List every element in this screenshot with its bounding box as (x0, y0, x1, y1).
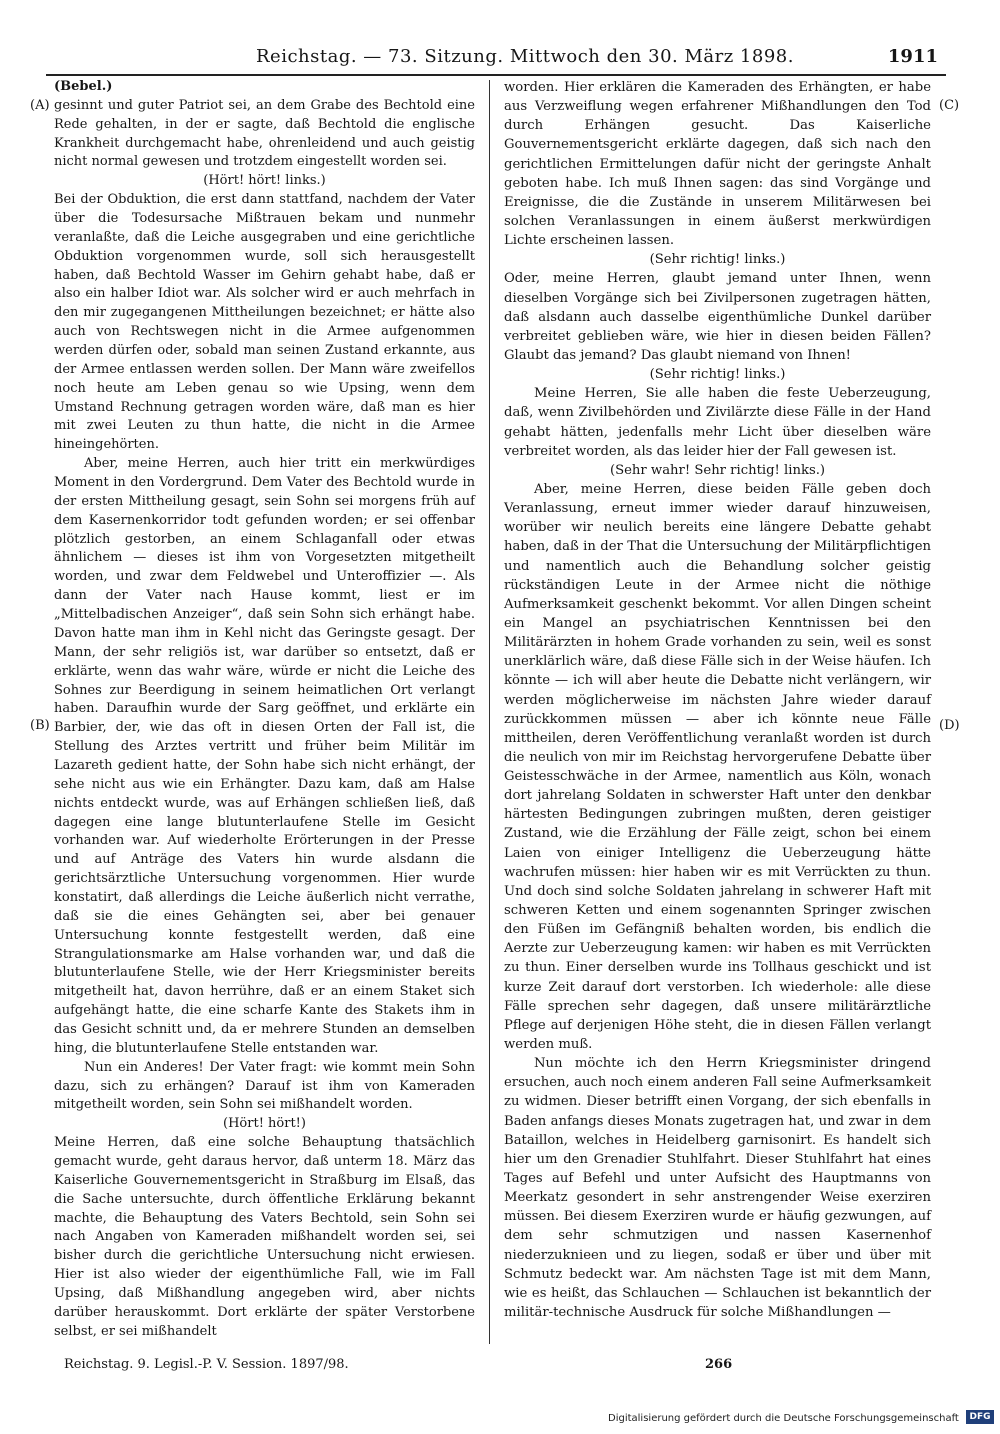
margin-marker-d: (D) (939, 718, 960, 733)
interjection: (Sehr richtig! links.) (649, 252, 786, 268)
paragraph: Meine Herren, Sie alle haben die feste Ueberzeugung, daß, wenn Zivilbehörden und Zivilärzte diese Fälle in der Hand gehabt hätten, jedenfalls mehr Licht über dieselben wäre verbreitet worden, als das leider hier der Fall gewesen ist. (504, 386, 931, 459)
digitization-credit: Digitalisierung gefördert durch die Deutsche Forschungsgemeinschaft (608, 1413, 959, 1424)
header-title: Reichstag. — 73. Sitzung. Mittwoch den 30. März 1898. (256, 46, 794, 67)
margin-marker-b: (B) (30, 718, 50, 733)
paragraph: Nun möchte ich den Herrn Kriegsminister dringend ersuchen, auch noch einem anderen Fall seine Aufmerksamkeit zu widmen. Dieser betrifft einen Vorgang, der sich ebenfalls in Baden anfangs dieses Monats zugetragen hat, und zwar in dem Bataillon, welches in Heidelberg garnisonirt. Es handelt sich hier um den Grenadier Stuhlfahrt. Dieser Stuhlfahrt hat eines Tages auf Befehl und unter Aufsicht des Hauptmanns von Meerkatz gesondert in sehr anstrengender Weise exerziren müssen. Bei diesem Exerziren wurde er häufig gezwungen, auf dem sehr schmutzigen und nassen Kasernenhof niederzuknieen und zu liegen, sodaß er über und über mit Schmutz bedeckt war. Am nächsten Tage ist mit dem Mann, wie es heißt, das Schlauchen — Schlauchen ist bekanntlich der militär-technische Ausdruck für solche Mißhandlungen — (504, 1056, 931, 1320)
left-column (54, 78, 475, 1342)
interjection: (Hört! hört!) (223, 1116, 306, 1132)
paragraph: Meine Herren, daß eine solche Behauptung thatsächlich gemacht wurde, geht daraus hervor, daß unterm 18. März das Kaiserliche Gouvernementsgericht in Straßburg im Elsaß, das die Sache untersuchte, durch öffentliche Erklärung bekannt machte, die Behauptung des Vaters Bechtold, sein Sohn sei nach Angaben von Kameraden mißhandelt worden sei, sei bisher durch die gerichtliche Untersuchung nicht erwiesen. Hier ist also wieder der eigenthümliche Fall, wie im Fall Upsing, daß Mißhandlung angegeben wird, aber nichts darüber herauskommt. Dort erklärte der später Verstorbene selbst, er sei mißhandelt (54, 1135, 475, 1339)
interjection: (Sehr richtig! links.) (649, 367, 786, 383)
paragraph: Nun ein Anderes! Der Vater fragt: wie kommt mein Sohn dazu, sich zu erhängen? Darauf ist ihm von Kameraden mitgetheilt worden, sein Sohn sei mißhandelt worden. (54, 1059, 475, 1113)
page-header (46, 42, 946, 76)
speaker-label: (Bebel.) (54, 79, 113, 94)
column-divider (489, 80, 490, 1344)
paragraph: Aber, meine Herren, diese beiden Fälle geben doch Veranlassung, erneut immer wieder darauf hinzuweisen, worüber wir neulich bereits eine längere Debatte gehabt haben, daß in der That die Untersuchung der Militärpflichtigen und namentlich auch die Behandlung solcher geistig rückständigen Leute in der Armee nicht die nöthige Aufmerksamkeit geschenkt bekommt. Vor allen Dingen scheint ein Mangel an psychiatrischen Kenntnissen bei den Militärärzten in hohem Grade vorhanden zu sein, weil es sonst unerklärlich wäre, daß diese Fälle sich in der Weise häufen. Ich könnte — ich will aber heute die Debatte nicht verlängern, wir werden möglicherweise im nächsten Jahre wieder darauf zurückkommen müssen — aber ich könnte neue Fälle mittheilen, deren Veröffentlichung veranlaßt worden ist durch die neulich von mir im Reichstag hervorgerufene Debatte über Geistesschwäche in der Armee, namentlich aus Köln, wonach dort jahrelang Soldaten in schwerster Haft unter den denkbar härtesten Bedingungen zubringen mußten, deren geistiger Zustand, wie die Erzählung der Fälle zeigt, schon bei einem Laien von einiger Intelligenz die Ueberzeugung hätte wachrufen müssen: hier haben wir es mit Verrückten zu thun. Und doch sind solche Soldaten jahrelang in schwerer Haft mit schweren Ketten und einem sogenannten Springer zwischen den Füßen im Gefängniß behalten worden, bis endlich die Aerzte zur Ueberzeugung kamen: wir haben es mit Verrückten zu thun. Einer derselben wurde ins Tollhaus geschickt und ist kurze Zeit darauf dort verstorben. Ich wiederhole: alle diese Fälle sprechen sehr dagegen, daß unsere militärärztliche Pflege auf derjenigen Höhe steht, die in diesen Fällen verlangt werden muß. (504, 481, 931, 1053)
interjection: (Sehr wahr! Sehr richtig! links.) (609, 462, 826, 478)
header-page-number: 1911 (887, 46, 938, 67)
paragraph: Bei der Obduktion, die erst dann stattfand, nachdem der Vater über die Todesursache Mißtrauen bekam und nunmehr veranlaßte, daß die Leiche ausgegraben und eine gerichtliche Obduktion vorgenommen wurde, soll sich herausgestellt haben, daß Bechtold Wasser im Gehirn gehabt habe, daß er also ein halber Idiot war. Als solcher wird er auch mehrfach in den mir zugegangenen Mittheilungen bezeichnet; er hätte also auch von Rechtswegen nicht in die Armee aufgenommen werden dürfen oder, sobald man seinen Zustand erkannte, aus der Armee entlassen werden sollen. Der Mann wäre zweifellos noch heute am Leben genau so wie Upsing, wenn dem Umstand Rechnung getragen worden wäre, daß man es hier mit zwei Leuten zu thun hatte, die nicht in die Armee hineingehörten. (54, 192, 475, 453)
footer-session-info: Reichstag. 9. Legisl.-P. V. Session. 1897/98. (64, 1357, 349, 1372)
paragraph: worden. Hier erklären die Kameraden des Erhängten, er habe aus Verzweiflung wegen erfahrener Mißhandlungen den Tod durch Erhängen gesucht. Das Kaiserliche Gouvernementsgericht erklärte dagegen, daß sich nach den gerichtlichen Ermittelungen dafür nicht der geringste Anhalt geboten habe. Ich muß Ihnen sagen: das sind Vorgänge und Ereignisse, die die Zustände in unserem Militärwesen bei solchen Veranlassungen in einem äußerst merkwürdigen Lichte erscheinen lassen. (504, 80, 931, 249)
paragraph: gesinnt und guter Patriot sei, an dem Grabe des Bechtold eine Rede gehalten, in der er sagte, daß Bechtold die englische Krankheit durchgemacht habe, ohrenleidend und auch geistig nicht normal gewesen und trotzdem eingestellt worden sei. (54, 97, 475, 170)
right-column (504, 78, 931, 1322)
paragraph: Oder, meine Herren, glaubt jemand unter Ihnen, wenn dieselben Vorgänge sich bei Zivilpersonen zugetragen hätten, daß alsdann auch dasselbe eigenthümliche Dunkel darüber verbreitet geblieben wäre, wie hier in diesen beiden Fällen? Glaubt das jemand? Das glaubt niemand von Ihnen! (504, 271, 931, 363)
margin-marker-c: (C) (939, 98, 960, 113)
header-rule (46, 74, 946, 76)
interjection: (Hört! hört! links.) (203, 173, 326, 189)
margin-marker-a: (A) (30, 98, 50, 113)
dfg-logo: DFG (966, 1410, 994, 1424)
paragraph: Aber, meine Herren, auch hier tritt ein merkwürdiges Moment in den Vordergrund. Dem Vater des Bechtold wurde in der ersten Mittheilung gesagt, sein Sohn sei morgens früh auf dem Kasernenkorridor todt gefunden worden; er sei offenbar plötzlich gestorben, an einem Schlaganfall oder etwas ähnlichem — dieses ist ihm von Vorgesetzten mitgetheilt worden, und zwar dem Feldwebel und Unteroffizier —. Als dann der Vater nach Hause kommt, liest er im „Mittelbadischen Anzeiger“, daß sein Sohn sich erhängt habe. Davon hatte man ihm in Kehl nicht das Geringste gesagt. Der Mann, der sehr religiös ist, war darüber so entsetzt, daß er erklärte, wenn das wahr wäre, würde er nicht die Leiche des Sohnes zur Beerdigung in seinem heimatlichen Ort verlangt haben. Daraufhin wurde der Sarg geöffnet, und erklärte ein Barbier, der, wie das oft in diesen Orten der Fall ist, die Stellung des Arztes vertritt und früher beim Militär im Lazareth gedient hatte, der Sohn habe sich nicht erhängt, der sehe nicht aus wie ein Erhängter. Dazu kam, daß am Halse nichts entdeckt wurde, was auf Erhängen schließen ließ, daß dagegen eine lange blutunterlaufene Stelle im Gesicht vorhanden war. Auf wiederholte Erörterungen in der Presse und auf Anträge des Vaters hin wurde alsdann die gerichtsärztliche Untersuchung vorgenommen. Hier wurde konstatirt, daß allerdings die Leiche äußerlich nicht verrathe, daß sie die eines Gehängten sei, aber bei genauer Untersuchung konnte festgestellt werden, daß eine Strangulationsmarke am Halse vorhanden war, und daß die blutunterlaufene Stelle, wie der Herr Kriegsminister bereits mitgetheilt hat, davon herrühre, daß er an einem Staket sich aufgehängt hatte, die eine scharfe Kante des Stakets ihm in das Gesicht schnitt und, da er mehrere Stunden an demselben hing, die blutunterlaufene Stelle entstanden war. (54, 456, 475, 1056)
footer-sheet-number: 266 (705, 1357, 733, 1372)
